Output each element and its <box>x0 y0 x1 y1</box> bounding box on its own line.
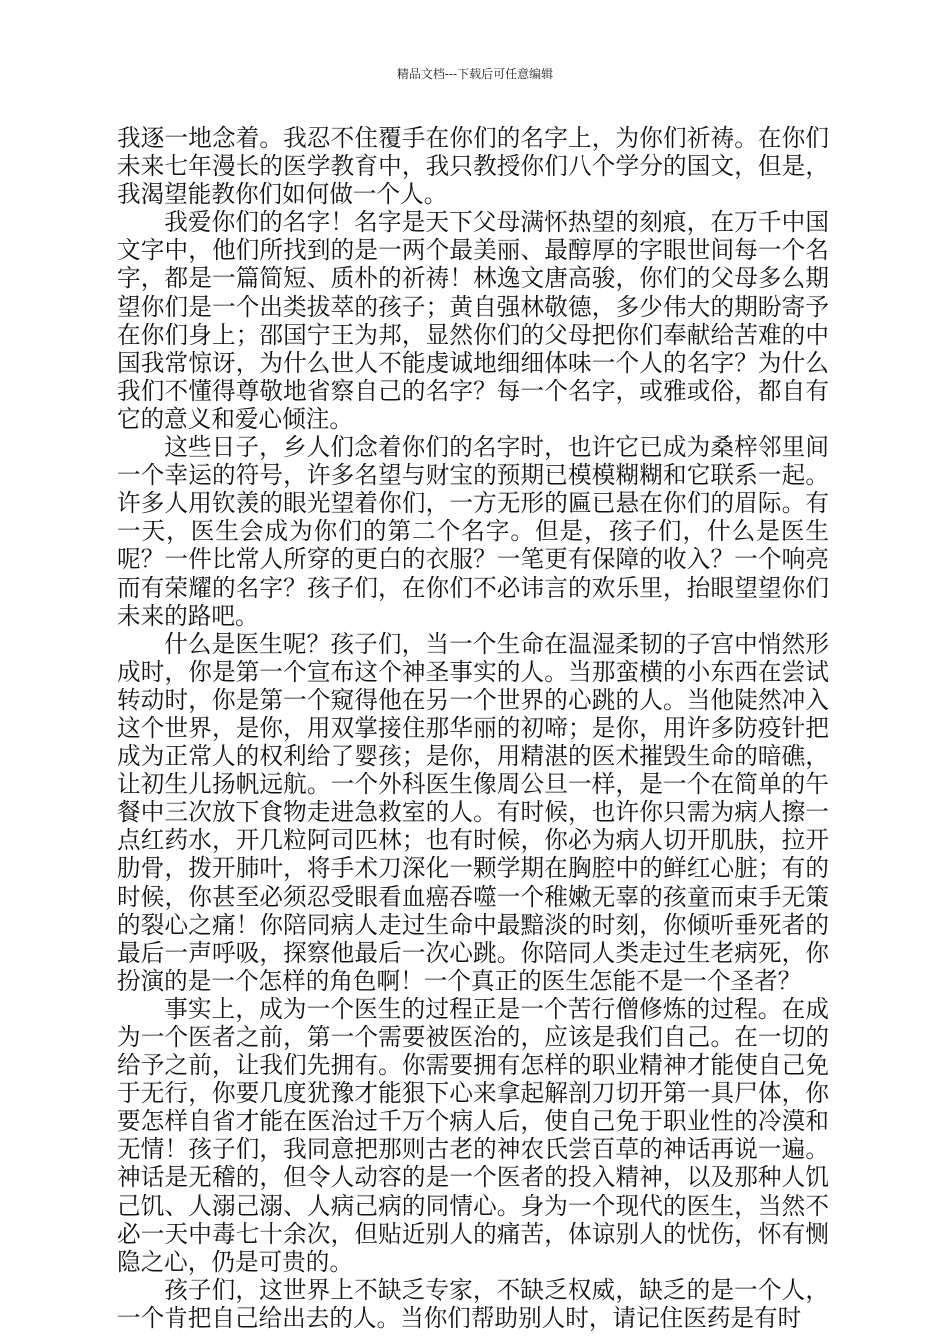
paragraph-6: 孩子们，这世界上不缺乏专家，不缺乏权威，缺乏的是一个人，一个肯把自己给出去的人。当你们帮助别人时，请记住医药是有时 <box>117 1275 829 1332</box>
paragraph-1: 我逐一地念着。我忍不住覆手在你们的名字上，为你们祈祷。在你们未来七年漫长的医学教育中，我只教授你们八个学分的国文，但是，我渴望能教你们如何做一个人。 <box>117 124 829 209</box>
paragraph-4: 什么是医生呢？孩子们，当一个生命在温湿柔韧的子宫中悄然形成时，你是第一个宣布这个神圣事实的人。当那蛮横的小东西在尝试转动时，你是第一个窥得他在另一个世界的心跳的人。当他陡然冲入这个世界，是你，用双掌接住那华丽的初啼；是你，用许多防疫针把成为正常人的权利给了婴孩；是你，用精湛的医术摧毁生命的暗礁，让初生儿扬帆远航。一个外科医生像周公旦一样，是一个在简单的午餐中三次放下食物走进急救室的人。有时候，也许你只需为病人擦一点红药水，开几粒阿司匹林；也有时候，你必为病人切开肌肤，拉开肋骨，拨开肺叶，将手术刀深化一颗学期在胸腔中的鲜红心脏；有的时候，你甚至必须忍受眼看血癌吞噬一个稚嫩无辜的孩童而束手无策的裂心之痛！你陪同病人走过生命中最黯淡的时刻，你倾听垂死者的最后一声呼吸，探察他最后一次心跳。你陪同人类走过生老病死，你扮演的是一个怎样的角色啊！一个真正的医生怎能不是一个圣者？ <box>117 629 829 995</box>
paragraph-5: 事实上，成为一个医生的过程正是一个苦行僧修炼的过程。在成为一个医者之前，第一个需要被医治的，应该是我们自己。在一切的给予之前，让我们先拥有。你需要拥有怎样的职业精神才能使自己免于无行，你要几度犹豫才能狠下心来拿起解剖刀切开第一具尸体，你要怎样自省才能在医治过千万个病人后，使自己免于职业性的冷漠和无情！孩子们，我同意把那则古老的神农氏尝百草的神话再说一遍。神话是无稽的，但令人动容的是一个医者的投入精神，以及那种人饥己饥、人溺己溺、人病己病的同情心。身为一个现代的医生，当然不必一天中毒七十余次，但贴近别人的痛苦，体谅别人的忧伤，怀有恻隐之心，仍是可贵的。 <box>117 994 829 1276</box>
paragraph-3: 这些日子，乡人们念着你们的名字时，也许它已成为桑梓邻里间一个幸运的符号，许多名望与财宝的预期已模模糊糊和它联系一起。许多人用钦羡的眼光望着你们，一方无形的匾已悬在你们的眉际。有一天，医生会成为你们的第二个名字。但是，孩子们，什么是医生呢？一件比常人所穿的更白的衣服？一笔更有保障的收入？一个响亮而有荣耀的名字？孩子们，在你们不必讳言的欢乐里，抬眼望望你们未来的路吧。 <box>117 433 829 630</box>
document-body <box>117 124 829 1332</box>
paragraph-2: 我爱你们的名字！名字是天下父母满怀热望的刻痕，在万千中国文字中，他们所找到的是一两个最美丽、最醇厚的字眼世间每一个名字，都是一篇简短、质朴的祈祷！林逸文唐高骏，你们的父母多么期望你们是一个出类拔萃的孩子；黄自强林敬德，多少伟大的期盼寄予在你们身上；邵国宁王为邦，显然你们的父母把你们奉献给苦难的中国我常惊讶，为什么世人不能虔诚地细细体味一个人的名字？为什么我们不懂得尊敬地省察自己的名字？每一个名字，或雅或俗，都自有它的意义和爱心倾注。 <box>117 208 829 433</box>
page-header: 精品文档---下载后可任意编辑 <box>396 67 554 81</box>
